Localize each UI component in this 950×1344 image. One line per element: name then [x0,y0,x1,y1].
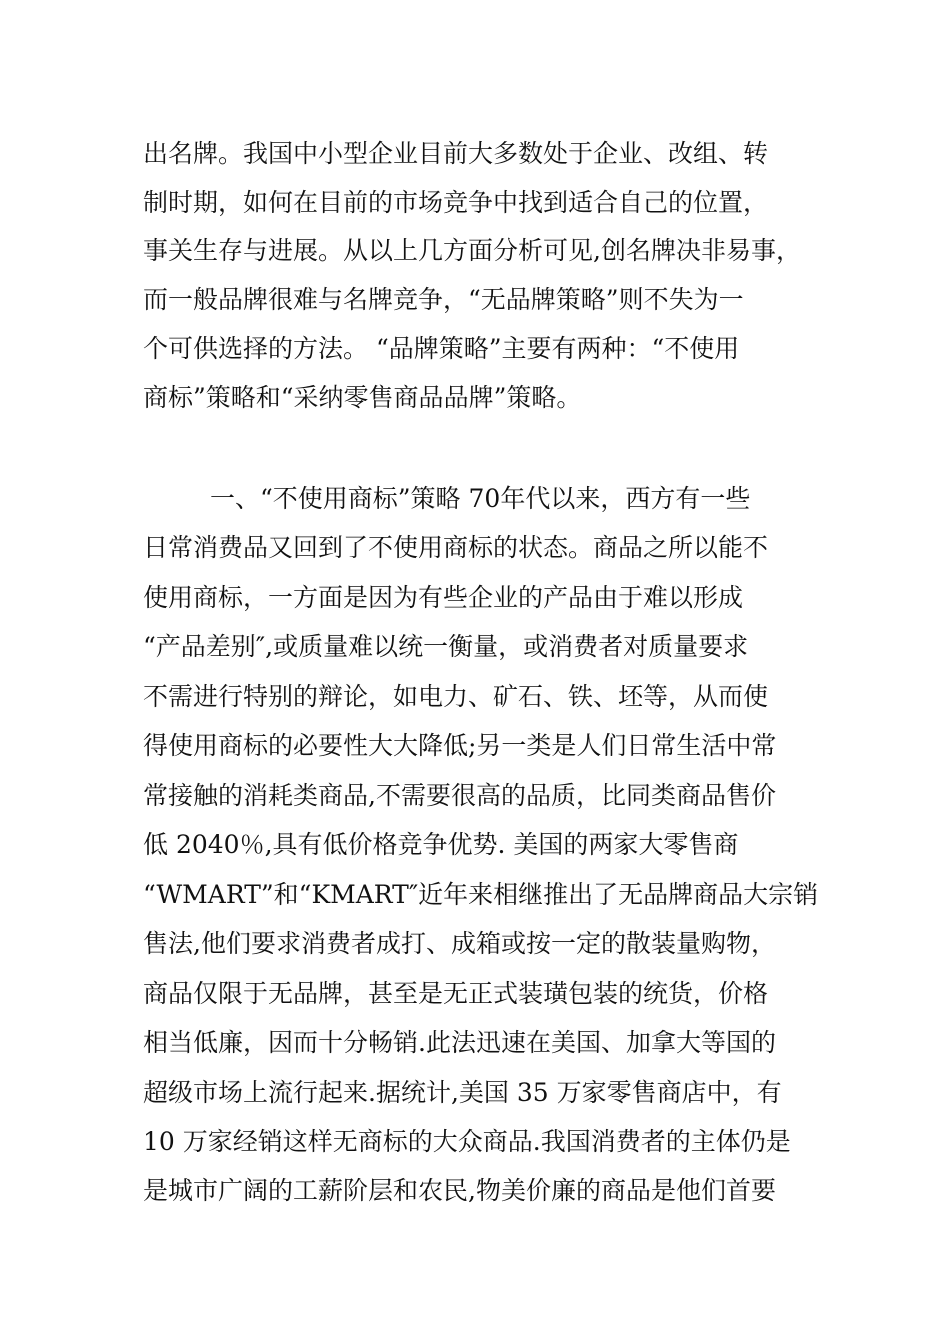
paragraph-2-line-7: 常接触的消耗类商品,不需要很高的品质，比同类商品售价 [143,781,776,810]
paragraph-2-line-6: 得使用商标的必要性大大降低;另一类是人们日常生活中常 [143,731,777,760]
paragraph-1-line-5: 个可供选择的方法。 “品牌策略”主要有两种：“不使用 [143,334,740,363]
paragraph-2-line-5: 不需进行特别的辩论，如电力、矿石、铁、坯等，从而使 [143,682,769,711]
paragraph-2-line-1: 一、“不使用商标”策略 70年代以来，西方有一些 [210,484,751,513]
paragraph-1-line-4: 而一般品牌很难与名牌竞争，“无品牌策略”则不失为一 [143,285,744,314]
paragraph-2-line-14: 10 万家经销这样无商标的大众商品.我国消费者的主体仍是 [143,1127,791,1156]
paragraph-1-line-6: 商标”策略和“采纳零售商品品牌”策略。 [143,383,582,412]
paragraph-2-line-11: 商品仅限于无品牌，甚至是无正式装璜包装的统货，价格 [143,979,769,1008]
paragraph-2-line-9: “WMART”和“KMART″近年来相继推出了无品牌商品大宗销 [143,880,819,909]
paragraph-2-line-10: 售法,他们要求消费者成打、成箱或按一定的散装量购物， [143,929,776,958]
paragraph-2-line-8: 低 2040％,具有低价格竞争优势. 美国的两家大零售商 [143,830,739,859]
paragraph-2-line-15: 是城市广阔的工薪阶层和农民,物美价廉的商品是他们首要 [143,1176,776,1205]
paragraph-2-line-12: 相当低廉，因而十分畅销.此法迅速在美国、加拿大等国的 [143,1028,776,1057]
paragraph-2-line-13: 超级市场上流行起来.据统计,美国 35 万家零售商店中，有 [143,1078,782,1107]
paragraph-1-line-3: 事关生存与进展。从以上几方面分析可见,创名牌决非易事， [143,236,801,265]
paragraph-1-line-2: 制时期，如何在目前的市场竞争中找到适合自己的位置， [143,188,769,217]
paragraph-2-line-4: “产品差别″,或质量难以统一衡量，或消费者对质量要求 [143,632,749,661]
paragraph-1-line-1: 出名牌。我国中小型企业目前大多数处于企业、改组、转 [143,139,769,168]
paragraph-2-line-3: 使用商标，一方面是因为有些企业的产品由于难以形成 [143,583,744,612]
paragraph-2-line-2: 日常消费品又回到了不使用商标的状态。商品之所以能不 [143,533,769,562]
